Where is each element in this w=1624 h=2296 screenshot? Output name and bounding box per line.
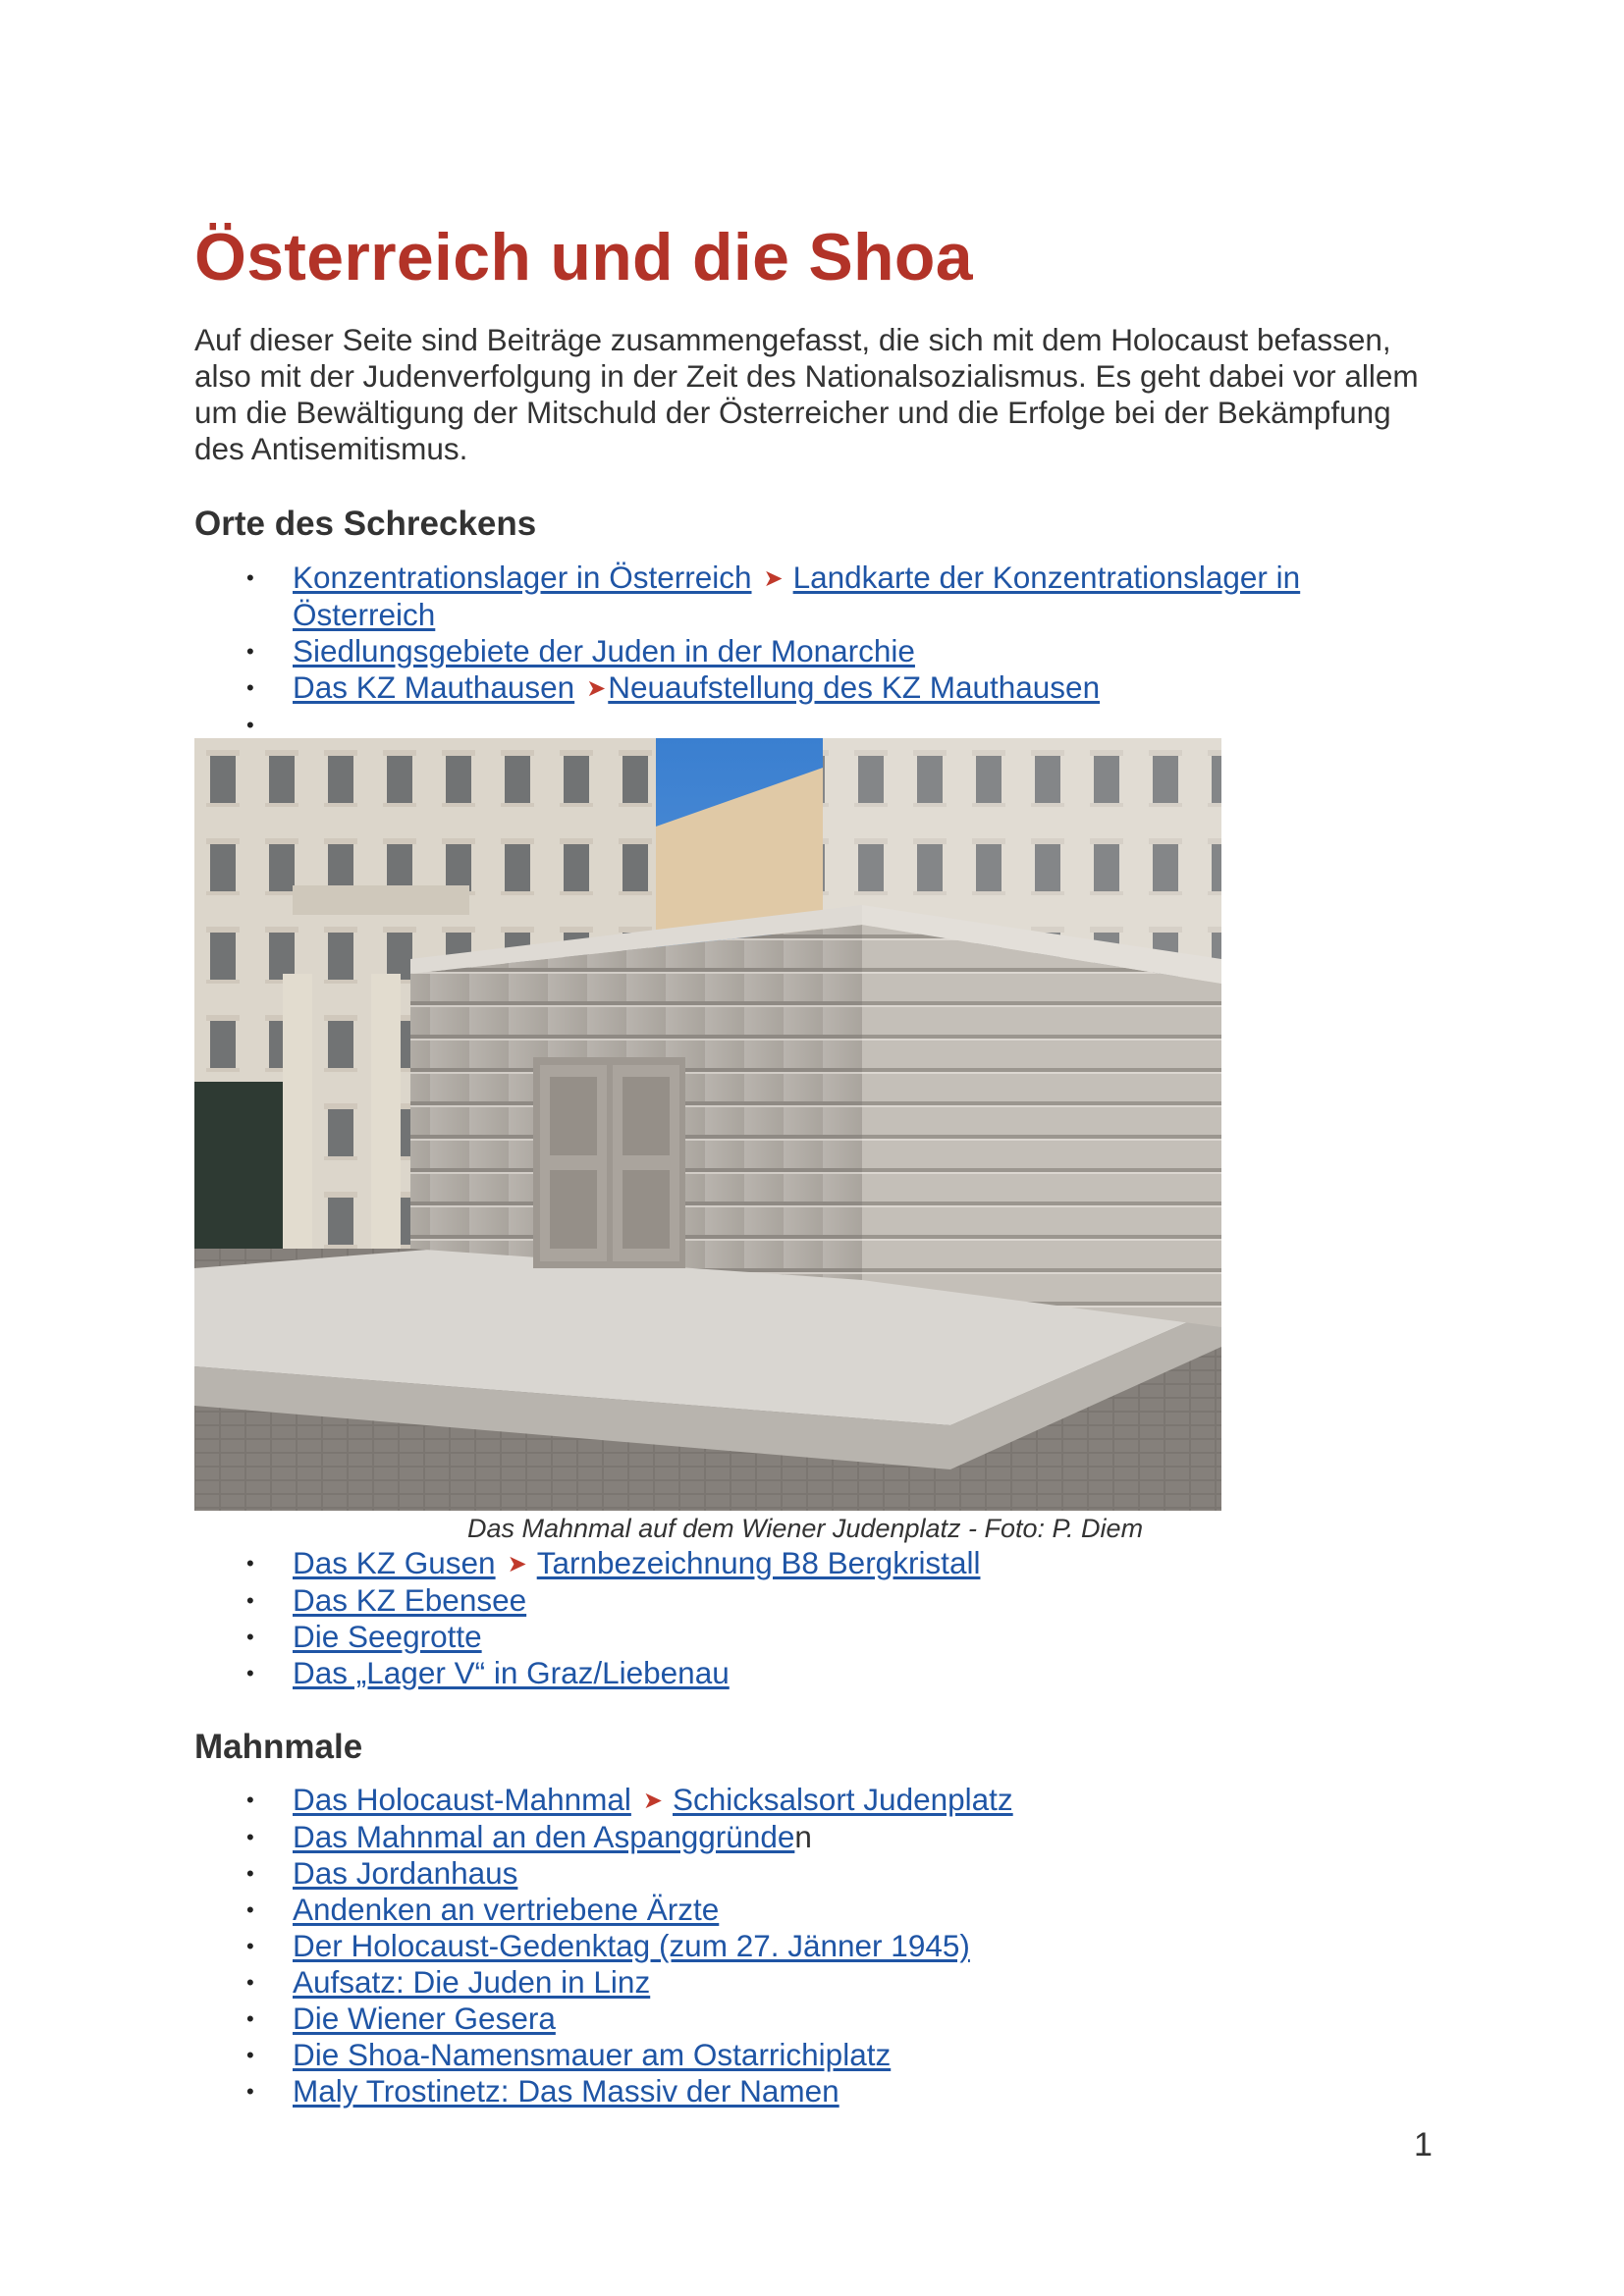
link-neuaufstellung[interactable]: Neuaufstellung des KZ Mauthausen: [608, 669, 1101, 705]
bullet-icon: •: [246, 2079, 254, 2104]
bullet-icon: •: [246, 1861, 254, 1886]
list-item: [194, 669, 1432, 707]
link-aspanggruende[interactable]: Das Mahnmal an den Aspanggründe: [293, 1819, 795, 1854]
bullet-icon: •: [246, 713, 254, 737]
bullet-icon: •: [246, 1825, 254, 1849]
bullet-icon: •: [246, 1661, 254, 1685]
bullet-icon: •: [246, 1625, 254, 1649]
orte-list-top: [194, 560, 1432, 737]
memorial-photo: [194, 738, 1221, 1511]
arrow-icon: ➤: [763, 565, 784, 592]
link-juden-in-linz[interactable]: Aufsatz: Die Juden in Linz: [293, 1964, 651, 2000]
link-konzentrationslager[interactable]: Konzentrationslager in Österreich: [293, 560, 752, 595]
bullet-icon: •: [246, 1551, 254, 1575]
arrow-icon: ➤: [586, 675, 607, 702]
bullet-icon: •: [246, 565, 254, 590]
section-heading-orte: Orte des Schreckens: [194, 505, 537, 543]
link-holocaust-mahnmal[interactable]: Das Holocaust-Mahnmal: [293, 1782, 631, 1817]
link-suffix-text: n: [794, 1819, 812, 1854]
link-tarnbezeichnung[interactable]: Tarnbezeichnung B8 Bergkristall: [536, 1545, 981, 1580]
bullet-icon: •: [246, 639, 254, 664]
list-item: [194, 1892, 1432, 1928]
arrow-icon: ➤: [507, 1551, 527, 1577]
link-kz-mauthausen[interactable]: Das KZ Mauthausen: [293, 669, 575, 705]
list-item: [194, 1545, 1432, 1582]
arrow-icon: ➤: [642, 1788, 663, 1814]
orte-list-bottom: [194, 1545, 1432, 1691]
list-item: [194, 1964, 1432, 2001]
list-item: [194, 1928, 1432, 1964]
mahnmale-list: [194, 1782, 1432, 2109]
bullet-icon: •: [246, 1970, 254, 1995]
link-kz-gusen[interactable]: Das KZ Gusen: [293, 1545, 496, 1580]
bullet-icon: •: [246, 1934, 254, 1958]
link-seegrotte[interactable]: Die Seegrotte: [293, 1619, 482, 1654]
list-item: [194, 1855, 1432, 1892]
link-maly-trostinetz[interactable]: Maly Trostinetz: Das Massiv der Namen: [293, 2073, 839, 2109]
link-landkarte[interactable]: Landkarte der Konzentrationslager in Österreich: [293, 560, 1301, 632]
bullet-icon: •: [246, 1788, 254, 1812]
bullet-icon: •: [246, 1897, 254, 1922]
bullet-icon: •: [246, 2006, 254, 2031]
list-item: [194, 633, 1432, 669]
link-siedlungsgebiete[interactable]: Siedlungsgebiete der Juden in der Monarchie: [293, 633, 915, 668]
list-item: [194, 2073, 1432, 2109]
bullet-icon: •: [246, 675, 254, 700]
link-jordanhaus[interactable]: Das Jordanhaus: [293, 1855, 518, 1891]
link-kz-ebensee[interactable]: Das KZ Ebensee: [293, 1582, 527, 1618]
link-namensmauer[interactable]: Die Shoa-Namensmauer am Ostarrichiplatz: [293, 2037, 892, 2072]
intro-paragraph: Auf dieser Seite sind Beiträge zusammengefasst, die sich mit dem Holocaust befassen, also mit der Judenverfolgung in der Zeit des Nationalsozialismus. Es geht dabei vor allem um die Bewältigung der Mitschuld der Österreicher und die Erfolge bei der Bekämpfung des Antisemitismus.: [194, 322, 1419, 466]
bullet-icon: •: [246, 1588, 254, 1613]
list-item: [194, 560, 1432, 633]
list-item: [194, 1619, 1432, 1655]
section-heading-mahnmale: Mahnmale: [194, 1728, 363, 1766]
list-item: [194, 1655, 1432, 1691]
list-item: [194, 1819, 1432, 1855]
link-schicksalsort[interactable]: Schicksalsort Judenplatz: [673, 1782, 1013, 1817]
list-item: [194, 2001, 1432, 2037]
list-item: [194, 2037, 1432, 2073]
page-title: Österreich und die Shoa: [194, 220, 973, 294]
page-number: 1: [1414, 2126, 1433, 2163]
link-lager-v[interactable]: Das „Lager V“ in Graz/Liebenau: [293, 1655, 730, 1690]
link-wiener-gesera[interactable]: Die Wiener Gesera: [293, 2001, 556, 2036]
link-gedenktag[interactable]: Der Holocaust-Gedenktag (zum 27. Jänner 1945): [293, 1928, 970, 1963]
list-item: [194, 1782, 1432, 1819]
bullet-icon: •: [246, 2043, 254, 2067]
image-caption: Das Mahnmal auf dem Wiener Judenplatz - Foto: P. Diem: [467, 1514, 1144, 1543]
list-item: [194, 1582, 1432, 1619]
link-vertriebene-aerzte[interactable]: Andenken an vertriebene Ärzte: [293, 1892, 720, 1927]
